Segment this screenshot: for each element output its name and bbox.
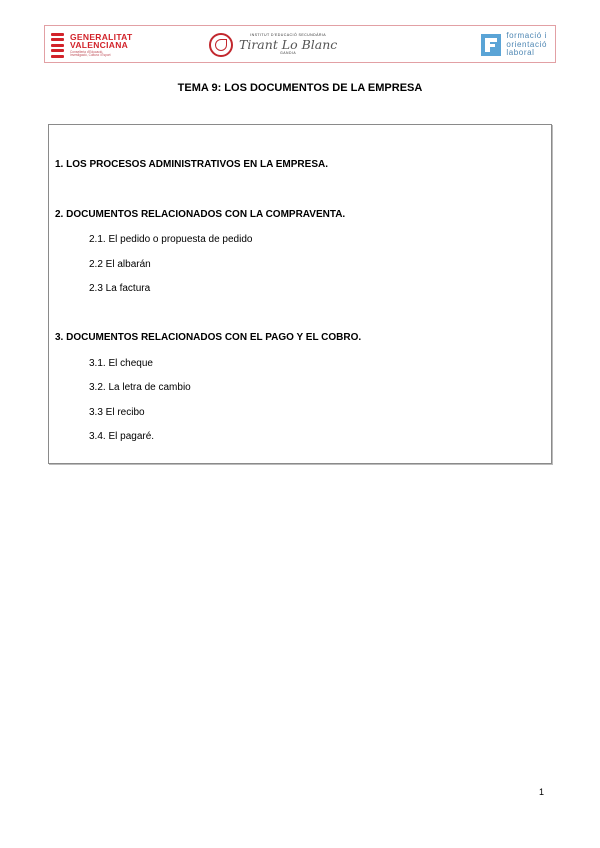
document-title: TEMA 9: LOS DOCUMENTOS DE LA EMPRESA	[177, 82, 423, 94]
generalitat-emblem-icon	[51, 33, 64, 58]
generalitat-valenciana-logo	[51, 30, 132, 60]
logo-right-line1: formació i	[506, 31, 547, 41]
toc-section-2: 2. DOCUMENTOS RELACIONADOS CON LA COMPRAVENTA.	[55, 209, 346, 220]
page-header	[44, 25, 556, 63]
logo-right-line3: laboral	[506, 48, 535, 58]
toc-item-2-3: 2.3 La factura	[89, 283, 151, 294]
school-city: GANDIA	[280, 51, 297, 56]
logo-left-line3: Conselleria d'Educació,	[70, 49, 104, 54]
toc-item-3-1: 3.1. El cheque	[89, 358, 153, 369]
toc-section-3: 3. DOCUMENTOS RELACIONADOS CON EL PAGO Y EL COBRO.	[55, 332, 362, 343]
school-logo	[209, 29, 337, 61]
fol-emblem-icon	[481, 34, 501, 56]
school-type: INSTITUT D'EDUCACIÓ SECUNDÀRIA	[250, 33, 327, 38]
logo-left-line1: GENERALITAT	[70, 31, 133, 42]
toc-item-3-2: 3.2. La letra de cambio	[89, 382, 191, 393]
page-number: 1	[538, 787, 544, 797]
fol-logo	[481, 29, 547, 61]
toc-item-3-4: 3.4. El pagaré.	[89, 431, 155, 442]
toc-item-2-2: 2.2 El albarán	[89, 259, 151, 270]
toc-section-1: 1. LOS PROCESOS ADMINISTRATIVOS EN LA EMPRESA.	[55, 159, 328, 170]
toc-item-2-1: 2.1. El pedido o propuesta de pedido	[89, 234, 253, 245]
school-name: Tirant Lo Blanc	[239, 36, 338, 52]
school-seal-icon	[209, 33, 233, 57]
table-of-contents	[48, 124, 552, 464]
logo-left-line4: Investigació, Cultura i Esport	[70, 53, 111, 57]
toc-item-3-3: 3.3 El recibo	[89, 407, 145, 418]
logo-left-line2: VALENCIANA	[70, 40, 129, 51]
logo-right-line2: orientació	[506, 39, 547, 49]
